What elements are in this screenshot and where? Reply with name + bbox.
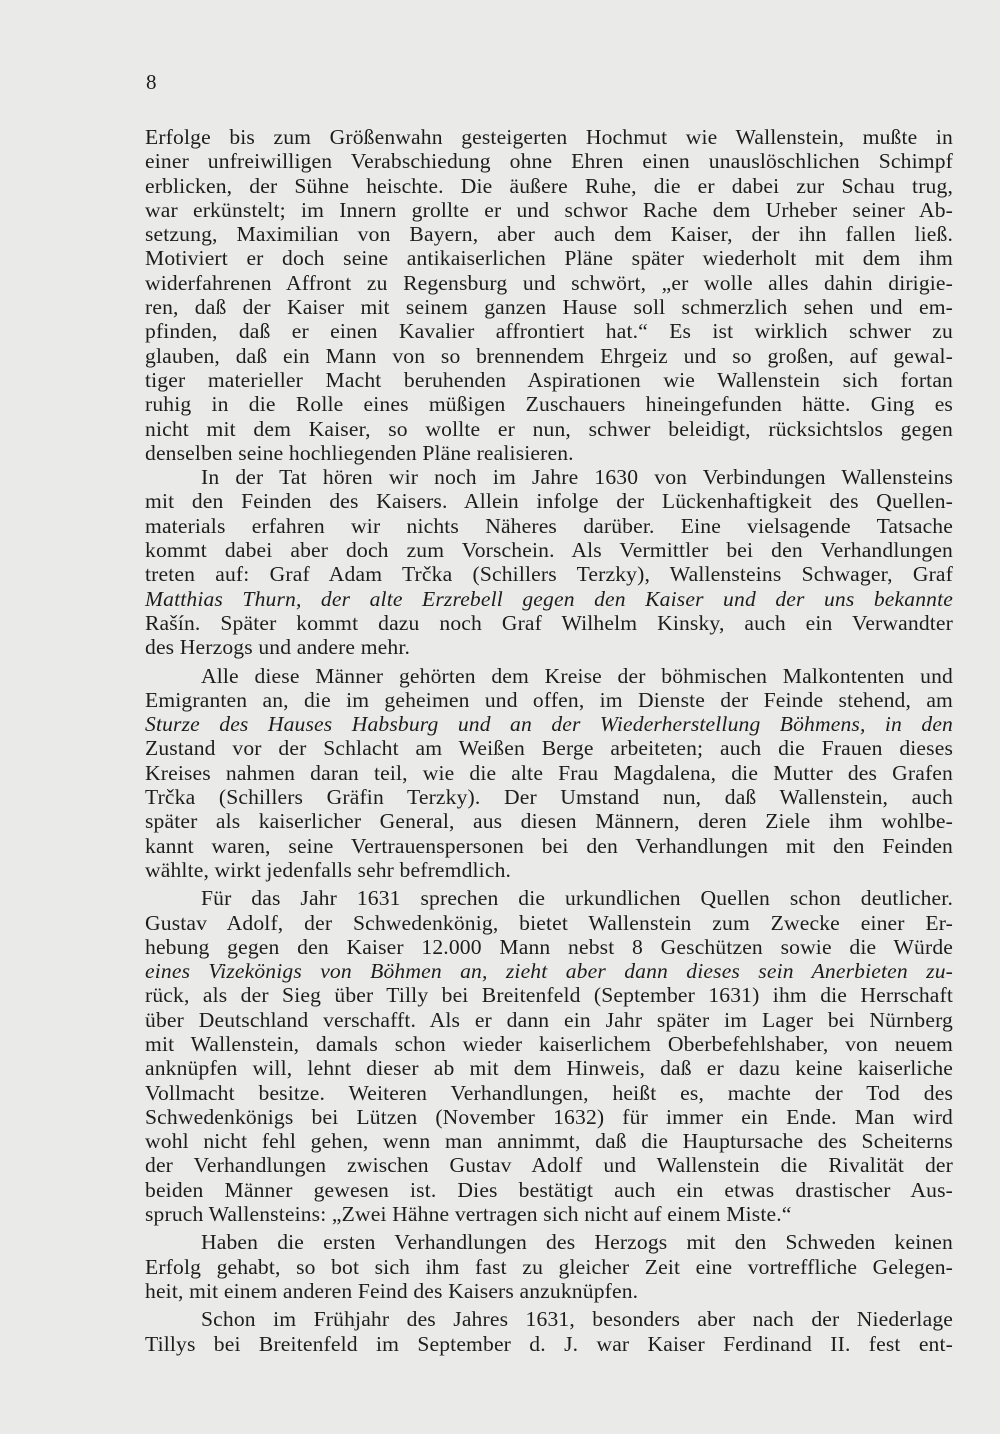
text-line: mit Wallenstein, damals schon wieder kaiserlichem Oberbefehlshaber, von neuem bbox=[145, 1031, 953, 1056]
text-line: war erkünstelt; im Innern grollte er und schwor Rache dem Urheber seiner Ab- bbox=[145, 197, 953, 222]
text-line: Emigranten an, die im geheimen und offen, im Dienste der Feinde stehend, am bbox=[145, 687, 953, 712]
text-line: wählte, wirkt jedenfalls sehr befremdlich. bbox=[145, 857, 512, 882]
text-line: Schon im Frühjahr des Jahres 1631, besonders aber nach der Niederlage bbox=[201, 1307, 953, 1332]
text-line: heit, mit einem anderen Feind des Kaisers anzuknüpfen. bbox=[145, 1278, 639, 1303]
paragraph-6 bbox=[145, 1307, 953, 1356]
paragraph-5 bbox=[145, 1230, 953, 1303]
text-line: einer unfreiwilligen Verabschiedung ohne Ehren einen unauslöschlichen Schimpf bbox=[145, 149, 953, 174]
text-line: Motiviert er doch seine antikaiserlichen Pläne später wiederholt mit dem ihm bbox=[145, 246, 953, 271]
text-line: ren, daß der Kaiser mit seinem ganzen Hause soll schmerzlich sehen und em- bbox=[145, 295, 953, 320]
text-line: anknüpfen will, lehnt dieser ab mit dem Hinweis, daß er dazu keine kaiserliche bbox=[145, 1056, 953, 1081]
text-line: Sturze des Hauses Habsburg und an der Wiederherstellung Böhmens, in den bbox=[145, 712, 953, 737]
text-line: wohl nicht fehl gehen, wenn man annimmt, daß die Hauptursache des Scheiterns bbox=[145, 1129, 953, 1154]
text-line: Trčka (Schillers Gräfin Terzky). Der Umstand nun, daß Wallenstein, auch bbox=[145, 785, 953, 810]
text-line: nicht mit dem Kaiser, so wollte er nun, schwer beleidigt, rücksichtslos gegen bbox=[145, 416, 953, 441]
paragraph-4 bbox=[145, 886, 953, 1226]
text-line: widerfahrenen Affront zu Regensburg und schwört, „er wolle alles dahin dirigie- bbox=[145, 270, 953, 295]
text-line: Erfolg gehabt, so bot sich ihm fast zu gleicher Zeit eine vortreffliche Gelegen- bbox=[145, 1254, 953, 1279]
text-line: hebung gegen den Kaiser 12.000 Mann nebst 8 Geschützen sowie die Würde bbox=[145, 934, 953, 959]
paragraph-1 bbox=[145, 125, 953, 465]
text-line: materials erfahren wir nichts Näheres darüber. Eine vielsagende Tatsache bbox=[145, 513, 953, 538]
text-line: Schwedenkönigs bei Lützen (November 1632) für immer ein Ende. Man wird bbox=[145, 1104, 953, 1129]
page-number: 8 bbox=[146, 70, 157, 94]
text-line: kommt dabei aber doch zum Vorschein. Als Vermittler bei den Verhandlungen bbox=[145, 538, 953, 563]
text-line: Vollmacht besitze. Weiteren Verhandlungen, heißt es, machte der Tod des bbox=[145, 1080, 953, 1105]
text-line: Kreises nahmen daran teil, wie die alte Frau Magdalena, die Mutter des Grafen bbox=[145, 760, 953, 785]
text-line: Rašín. Später kommt dazu noch Graf Wilhelm Kinsky, auch ein Verwandter bbox=[145, 610, 953, 635]
text-line: eines Vizekönigs von Böhmen an, zieht aber dann dieses sein Anerbieten zu- bbox=[145, 959, 953, 984]
text-line: mit den Feinden des Kaisers. Allein infolge der Lückenhaftigkeit des Quellen- bbox=[145, 489, 953, 514]
text-line: pfinden, daß er einen Kavalier affrontiert hat.“ Es ist wirklich schwer zu bbox=[145, 319, 953, 344]
paragraph-2 bbox=[145, 465, 953, 659]
text-line: treten auf: Graf Adam Trčka (Schillers Terzky), Wallensteins Schwager, Graf bbox=[145, 562, 953, 587]
text-line: über Deutschland verschafft. Als er dann ein Jahr später im Lager bei Nürnberg bbox=[145, 1007, 953, 1032]
text-line: der Verhandlungen zwischen Gustav Adolf und Wallenstein die Rivalität der bbox=[145, 1153, 953, 1178]
text-line: Matthias Thurn, der alte Erzrebell gegen den Kaiser und der uns bekannte bbox=[145, 586, 953, 611]
paragraph-3 bbox=[145, 664, 953, 883]
text-line: ruhig in die Rolle eines müßigen Zuschauers hineingefunden hätte. Ging es bbox=[145, 392, 953, 417]
text-line: des Herzogs und andere mehr. bbox=[145, 635, 411, 660]
text-line: Zustand vor der Schlacht am Weißen Berge arbeiteten; auch die Frauen dieses bbox=[145, 736, 953, 761]
text-body bbox=[145, 125, 953, 1356]
text-line: Alle diese Männer gehörten dem Kreise der böhmischen Malkontenten und bbox=[201, 663, 953, 688]
text-line: tiger materieller Macht beruhenden Aspirationen wie Wallenstein sich fortan bbox=[145, 367, 953, 392]
text-line: glauben, daß ein Mann von so brennendem Ehrgeiz und so großen, auf gewal- bbox=[145, 343, 953, 368]
text-line: kannt waren, seine Vertrauenspersonen bei den Verhandlungen mit den Feinden bbox=[145, 833, 953, 858]
text-line: In der Tat hören wir noch im Jahre 1630 von Verbindungen Wallensteins bbox=[201, 465, 953, 490]
text-line: erblicken, der Sühne heischte. Die äußere Ruhe, die er dabei zur Schau trug, bbox=[145, 173, 953, 198]
text-line: Gustav Adolf, der Schwedenkönig, bietet Wallenstein zum Zwecke einer Er- bbox=[145, 910, 953, 935]
text-line: später als kaiserlicher General, aus diesen Männern, deren Ziele ihm wohlbe- bbox=[145, 809, 953, 834]
text-line: Haben die ersten Verhandlungen des Herzogs mit den Schweden keinen bbox=[201, 1230, 953, 1255]
text-line: Erfolge bis zum Größenwahn gesteigerten Hochmut wie Wallenstein, mußte in bbox=[145, 125, 953, 149]
text-line: beiden Männer gewesen ist. Dies bestätigt auch ein etwas drastischer Aus- bbox=[145, 1177, 953, 1202]
text-line: denselben seine hochliegenden Pläne realisieren. bbox=[145, 440, 574, 465]
text-line: Tillys bei Breitenfeld im September d. J. war Kaiser Ferdinand II. fest ent- bbox=[145, 1331, 953, 1356]
text-line: rück, als der Sieg über Tilly bei Breitenfeld (September 1631) ihm die Herrschaft bbox=[145, 983, 953, 1008]
text-line: spruch Wallensteins: „Zwei Hähne vertragen sich nicht auf einem Miste.“ bbox=[145, 1202, 792, 1227]
text-line: setzung, Maximilian von Bayern, aber auch dem Kaiser, der ihn fallen ließ. bbox=[145, 222, 953, 247]
text-line: Für das Jahr 1631 sprechen die urkundlichen Quellen schon deutlicher. bbox=[201, 886, 953, 911]
